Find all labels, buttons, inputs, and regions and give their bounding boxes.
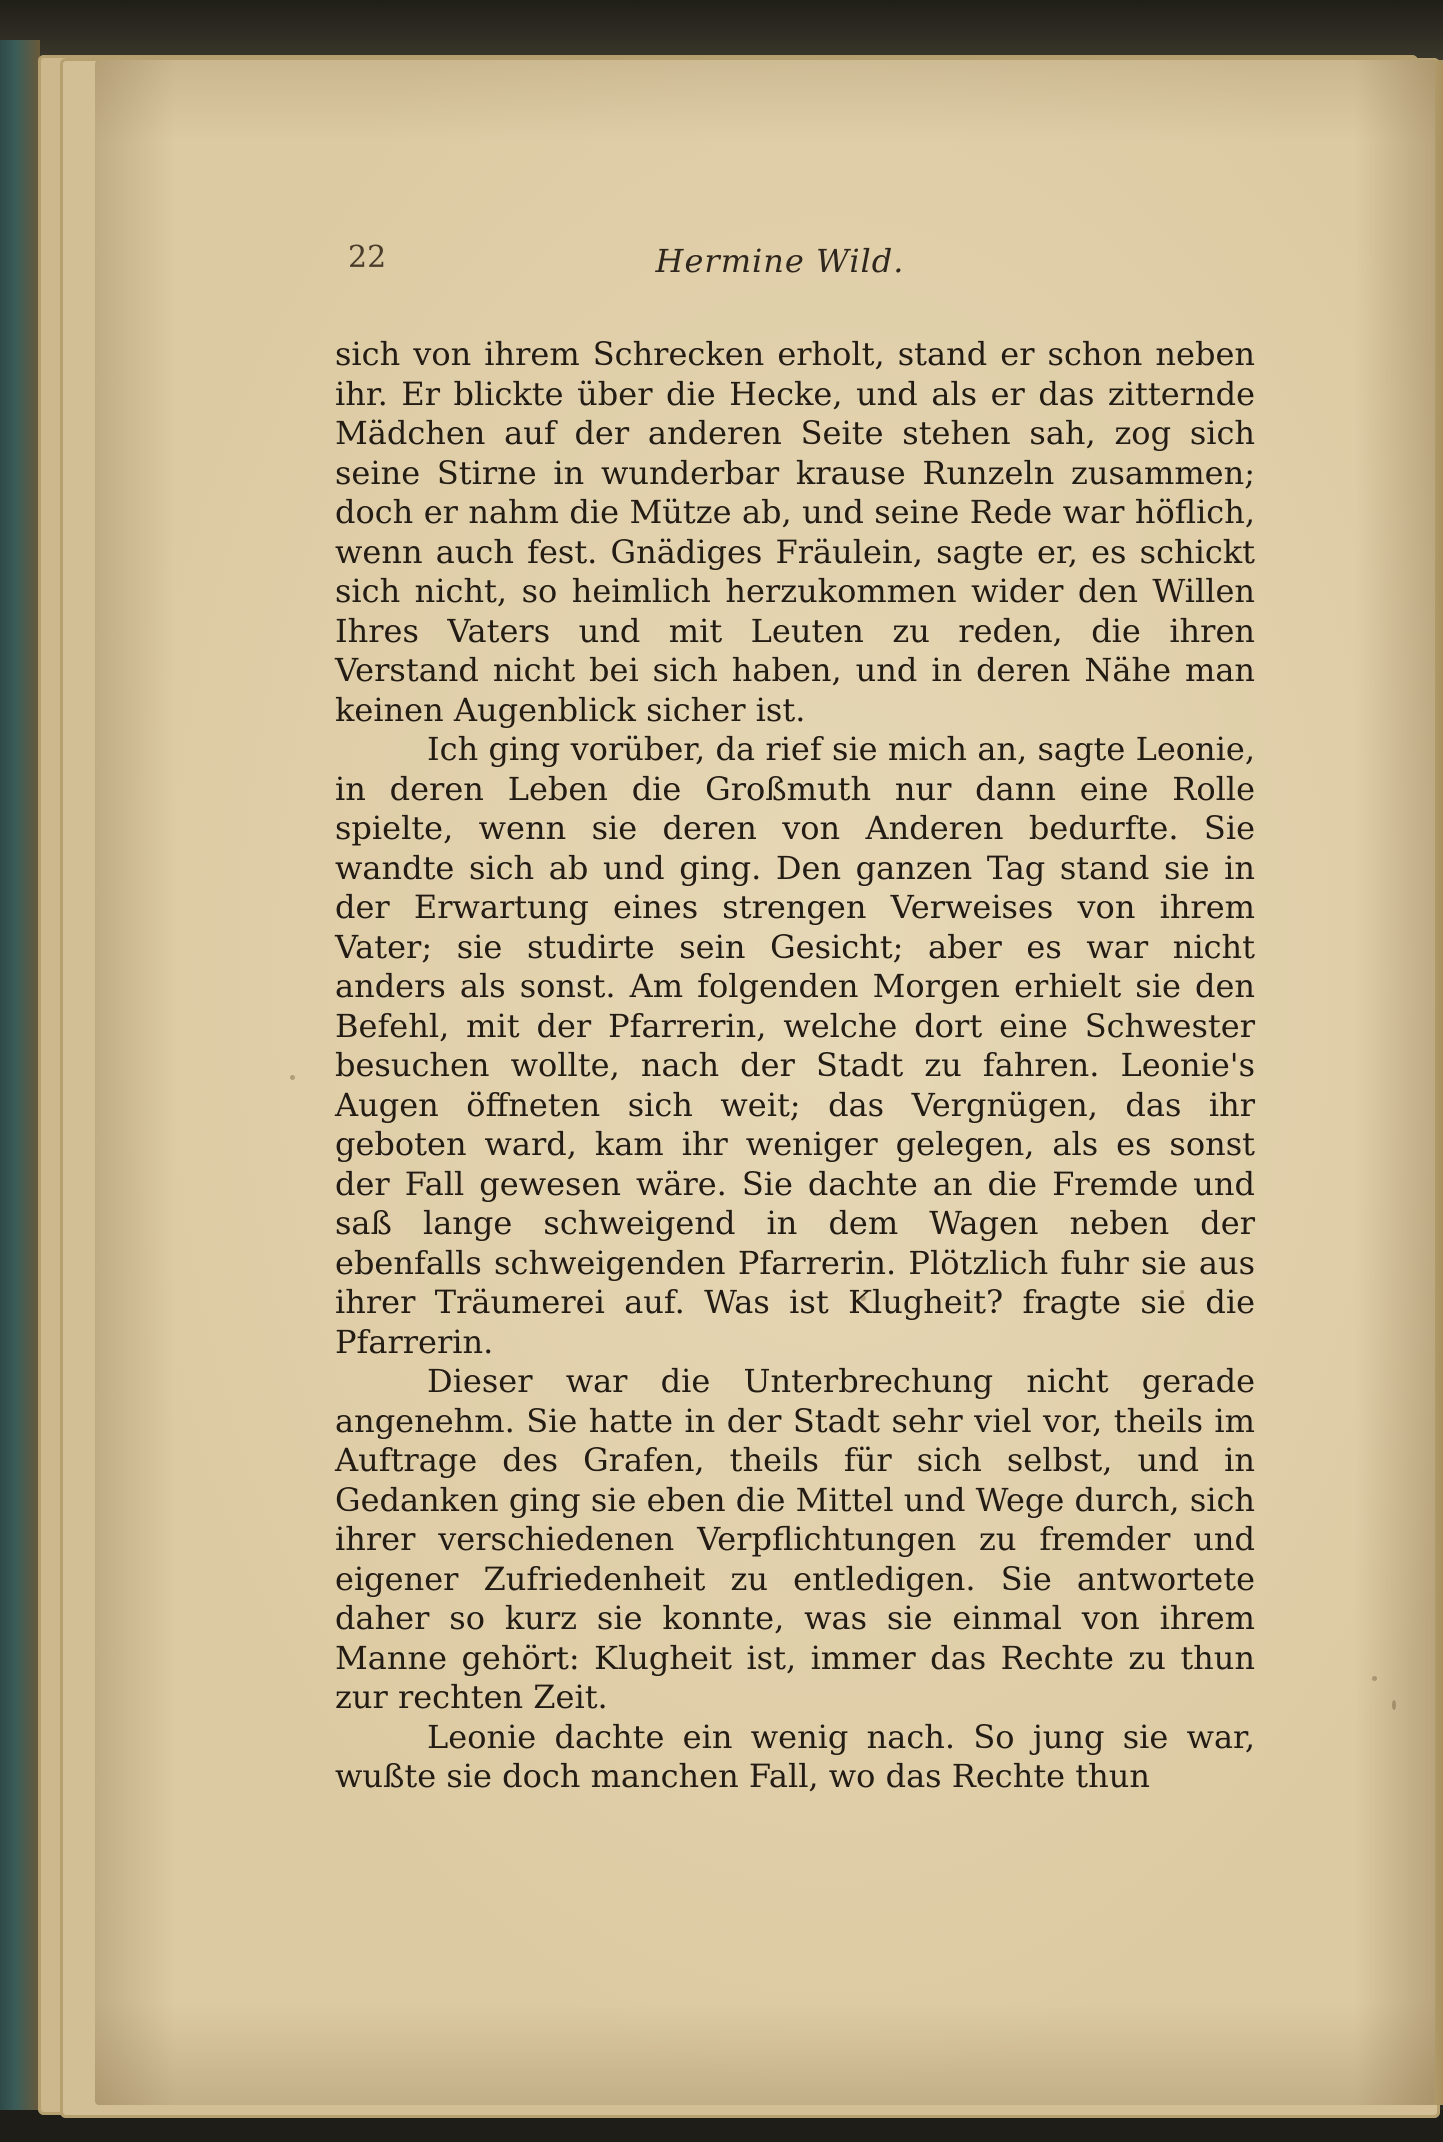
running-head: Hermine Wild. [655,242,905,280]
paragraph-3: Dieser war die Unterbrechung nicht gerade angenehm. Sie hatte in der Stadt sehr viel vor, theils im Auftrage des Grafen, theils für sich selbst, und in Gedanken ging sie eben die Mittel und Wege durch, sich ihrer verschiedenen Verpflichtungen zu fremder und eigener Zufriedenheit zu entledigen. Sie antwortete daher so kurz sie konnte, was sie einmal von ihrem Manne gehört: Klugheit ist, immer das Rechte zu thun zur rechten Zeit. [335,1362,1255,1716]
paragraph-2: Ich ging vorüber, da rief sie mich an, sagte Leonie, in deren Leben die Großmuth nur dann eine Rolle spielte, wenn sie deren von Anderen bedurfte. Sie wandte sich ab und ging. Den ganzen Tag stand sie in der Erwartung eines strengen Verweises von ihrem Vater; sie studirte sein Gesicht; aber es war nicht anders als sonst. Am folgenden Morgen erhielt sie den Befehl, mit der Pfarrerin, welche dort eine Schwester besuchen wollte, nach der Stadt zu fahren. Leonie's Augen öffneten sich weit; das Vergnügen, das ihr geboten ward, kam ihr weniger gelegen, als es sonst der Fall gewesen wäre. Sie dachte an die Fremde und saß lange schweigend in dem Wagen neben der ebenfalls schweigenden Pfarrerin. Plötzlich fuhr sie aus ihrer Träumerei auf. Was ist Klugheit? fragte sie die Pfarrerin. [335,730,1255,1361]
paragraph-4: Leonie dachte ein wenig nach. So jung sie war, wußte sie doch manchen Fall, wo das Rechte thun [335,1717,1255,1795]
page-number: 22 [348,240,387,275]
book-cover-top [0,0,1443,60]
body-text [335,335,1255,1797]
paragraph-1: sich von ihrem Schrecken erholt, stand er schon neben ihr. Er blickte über die Hecke, und als er das zitternde Mädchen auf der anderen Seite stehen sah, zog sich seine Stirne in wunderbar krause Runzeln zusammen; doch er nahm die Mütze ab, und seine Rede war höflich, wenn auch fest. Gnädiges Fräulein, sagte er, es schickt sich nicht, so heimlich herzukommen wider den Willen Ihres Vaters und mit Leuten zu reden, die ihren Verstand nicht bei sich haben, und in deren Nähe man keinen Augenblick sicher ist. [335,335,1255,729]
book-cover-spine [0,40,40,2120]
